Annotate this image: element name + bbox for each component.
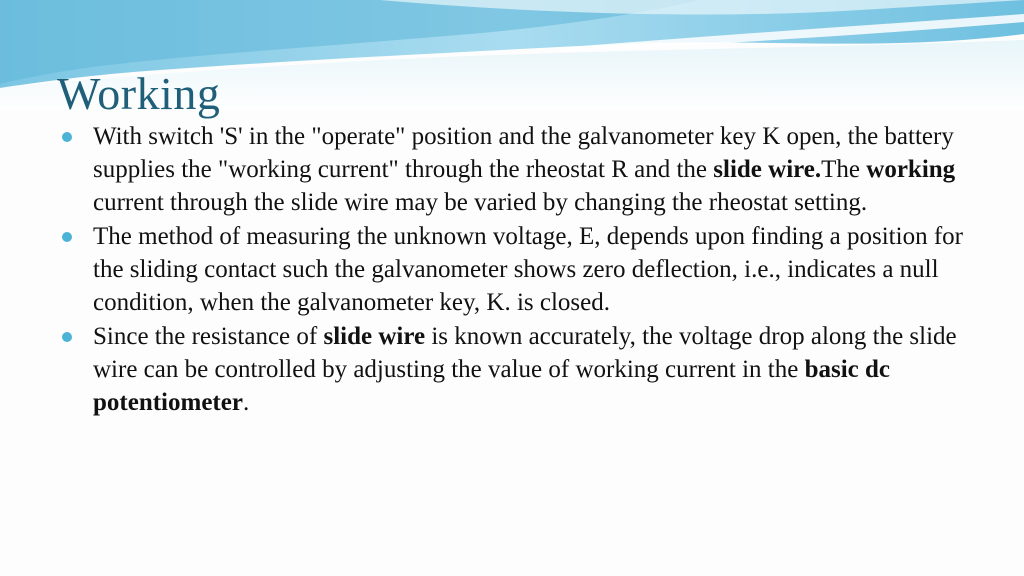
slide-title: Working (57, 68, 221, 119)
bullet-item (60, 320, 980, 419)
bullet-dot-icon (62, 132, 72, 142)
bullet-text-bold: slide wire. (713, 156, 822, 183)
bullet-text-bold: slide wire (323, 323, 426, 350)
bullet-text: is known accurately, the voltage drop along the slide wire can be controlled by adjusting the value of working current in the (93, 323, 957, 383)
bullet-dot-icon (62, 332, 72, 342)
bullet-text: current through the slide wire may be varied by changing the rheostat setting. (93, 189, 868, 216)
bullet-text: With switch 'S' in the "operate" position and the galvanometer key K open, the battery supplies the "working current" through the rheostat R and the (93, 123, 954, 183)
bullet-text: . (242, 389, 250, 416)
bullet-text-bold: working (866, 156, 956, 183)
bullet-text: The method of measuring the unknown voltage, E, depends upon finding a position for the sliding contact such the galvanometer shows zero deflection, i.e., indicates a null condition, when the galvanometer key, K. is closed. (93, 223, 963, 316)
bullet-list (60, 120, 980, 420)
bullet-item (60, 220, 980, 319)
bullet-text: The (821, 156, 867, 183)
bullet-text: Since the resistance of (93, 323, 324, 350)
bullet-item (60, 120, 980, 219)
bullet-text-bold: basic dc potentiometer (93, 356, 891, 416)
bullet-dot-icon (62, 232, 72, 242)
